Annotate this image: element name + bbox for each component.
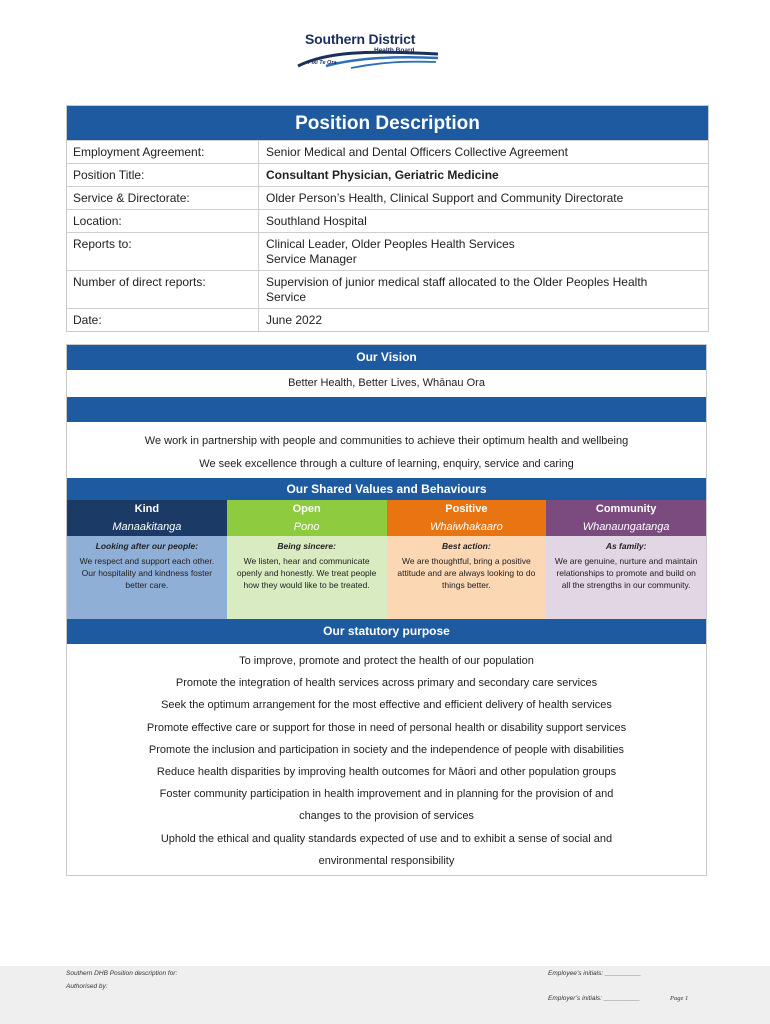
value-line: Senior Medical and Dental Officers Collective Agreement (266, 145, 568, 159)
value-line: Service Manager (266, 252, 357, 266)
footer-description-label: Southern DHB Position description for: (66, 970, 178, 977)
vision-heading: Our Vision (67, 345, 706, 370)
row-reports-to (67, 232, 708, 270)
value-line: Supervision of junior medical staff allocated to the Older Peoples Health (266, 275, 648, 289)
behaviour-text: We respect and support each other. Our hospitality and kindness foster better care. (79, 556, 215, 590)
value-line: Older Person’s Health, Clinical Support and Community Directorate (266, 191, 624, 205)
row-label: Employment Agreement: (67, 141, 259, 163)
value-line: Consultant Physician, Geriatric Medicine (266, 168, 499, 182)
row-position-title (67, 163, 708, 186)
row-label: Number of direct reports: (67, 271, 259, 308)
value-name: Kind (67, 500, 227, 518)
values-heading: Our Shared Values and Behaviours (67, 478, 706, 500)
row-value (259, 210, 708, 232)
value-line: June 2022 (266, 313, 323, 327)
behaviour-title: As family: (605, 541, 647, 551)
value-line: Service (266, 290, 307, 304)
sdhb-logo (296, 30, 441, 72)
behaviour-text: We are genuine, nurture and maintain relationships to promote and build on all the strengths in our community. (554, 556, 698, 590)
footer-page-number: Page 1 (670, 995, 689, 1002)
footer-authorised-label: Authorised by: (66, 983, 108, 990)
statement: We work in partnership with people and communities to achieve their optimum health and wellbeing (144, 435, 629, 447)
values-grid (67, 500, 706, 619)
logo-tagline: Piki Te Ora (308, 60, 337, 66)
value-community (546, 500, 706, 619)
purpose-line: Seek the optimum arrangement for the most effective and efficient delivery of health services (161, 699, 612, 712)
purpose-list (67, 644, 706, 875)
value-line: Clinical Leader, Older Peoples Health Services (266, 237, 515, 251)
row-value (259, 164, 708, 186)
value-maori: Pono (227, 518, 387, 536)
vision-text: Better Health, Better Lives, Whānau Ora (288, 377, 485, 389)
value-open (227, 500, 387, 619)
purpose-heading: Our statutory purpose (67, 619, 706, 644)
value-maori: Whanaungatanga (546, 518, 706, 536)
purpose-line: Uphold the ethical and quality standards expected of use and to exhibit a sense of social and (160, 832, 613, 845)
behaviour-title: Best action: (442, 541, 491, 551)
row-value (259, 141, 708, 163)
purpose-line: Promote the inclusion and participation in society and the independence of people with disabilities (148, 743, 625, 756)
behaviour-title: Being sincere: (277, 541, 336, 551)
row-service-directorate (67, 186, 708, 209)
purpose-line: Promote the integration of health services across primary and secondary care services (175, 677, 598, 690)
row-employment-agreement (67, 140, 708, 163)
row-value (259, 187, 708, 209)
value-kind (67, 500, 227, 619)
row-location (67, 209, 708, 232)
value-behaviour (546, 536, 706, 619)
row-date (67, 308, 708, 331)
behaviour-title: Looking after our people: (95, 541, 199, 551)
footer-employer-initials: Employer’s initials: __________ (548, 995, 640, 1002)
value-positive (387, 500, 547, 619)
vision-statements (67, 422, 706, 478)
value-behaviour (387, 536, 547, 619)
behaviour-text: We listen, hear and communicate openly and honestly. We treat people how they would like to be treated. (236, 556, 377, 590)
logo-title: Southern District (305, 31, 416, 47)
footer-employee-initials: Employee’s initials: __________ (548, 970, 642, 977)
value-name: Open (227, 500, 387, 518)
value-name: Positive (387, 500, 547, 518)
row-value (259, 233, 708, 270)
row-label: Reports to: (67, 233, 259, 270)
position-description-table (66, 105, 709, 332)
vision-values-purpose-block (66, 344, 707, 876)
value-line: Southland Hospital (266, 214, 367, 228)
behaviour-text: We are thoughtful, bring a positive attitude and are always looking to do things better. (397, 556, 536, 590)
statement: We seek excellence through a culture of learning, enquiry, service and caring (199, 458, 574, 470)
row-label: Date: (67, 309, 259, 331)
value-maori: Whaiwhakaaro (387, 518, 547, 536)
row-label: Position Title: (67, 164, 259, 186)
mission-bar (67, 397, 706, 422)
row-label: Location: (67, 210, 259, 232)
position-description-heading: Position Description (67, 106, 708, 140)
row-label: Service & Directorate: (67, 187, 259, 209)
value-behaviour (67, 536, 227, 619)
purpose-line: changes to the provision of services (299, 810, 474, 823)
purpose-line: To improve, promote and protect the health of our population (239, 655, 534, 667)
logo-subtitle: Health Board (374, 47, 415, 54)
value-maori: Manaakitanga (67, 518, 227, 536)
purpose-line: Reduce health disparities by improving health outcomes for Māori and other population groups (156, 766, 617, 779)
value-behaviour (227, 536, 387, 619)
value-name: Community (546, 500, 706, 518)
wave-icon (296, 48, 441, 70)
row-value (259, 271, 708, 308)
purpose-line: Promote effective care or support for those in need of personal health or disability support services (146, 721, 627, 734)
purpose-line: environmental responsibility (318, 854, 455, 867)
row-direct-reports (67, 270, 708, 308)
row-value (259, 309, 708, 331)
purpose-line: Foster community participation in health improvement and in planning for the provision of and (159, 788, 614, 801)
page-footer (0, 966, 770, 1024)
